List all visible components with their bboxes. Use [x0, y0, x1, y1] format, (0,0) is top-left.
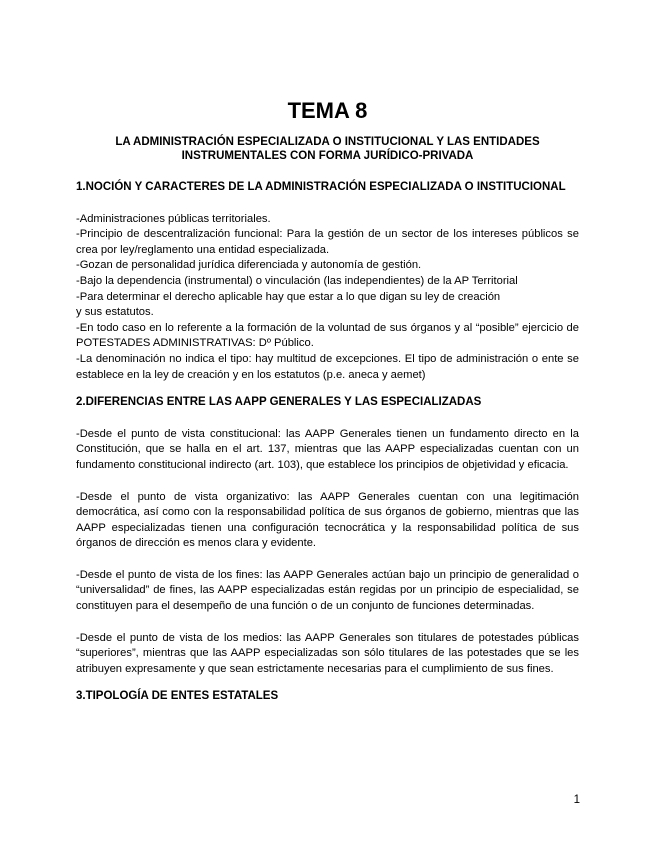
- paragraph: -Desde el punto de vista organizativo: las AAPP Generales cuentan con una legitimación democrática, así como con la responsabilidad política de sus órganos de gobierno, mientras que las AAPP especializadas tienen una configuración tecnocrática y la responsabilidad política de sus órganos de dirección es menos clara y evidente.: [76, 490, 579, 550]
- list-item: y sus estatutos.: [76, 306, 154, 319]
- paragraph: -Desde el punto de vista de los medios: las AAPP Generales son titulares de potestades públicas “superiores”, mientras que las AAPP especializadas son sólo titulares de las potestades que se les atribuyen expresamente y que sean estrictamente necesarias para el cumplimiento de sus fines.: [76, 631, 579, 675]
- list-item: -Para determinar el derecho aplicable hay que estar a lo que digan su ley de creación: [76, 290, 501, 303]
- list-item: -Bajo la dependencia (instrumental) o vinculación (las independientes) de la AP Territorial: [76, 274, 518, 287]
- subtitle-line: INSTRUMENTALES CON FORMA JURÍDICO-PRIVADA: [181, 150, 474, 162]
- page-subtitle: [76, 135, 579, 163]
- list-item: -En todo caso en lo referente a la formación de la voluntad de sus órganos y al “posible” ejercicio de POTESTADES ADMINISTRATIVAS: Dº Público.: [76, 321, 579, 350]
- subtitle-line: LA ADMINISTRACIÓN ESPECIALIZADA O INSTITUCIONAL Y LAS ENTIDADES: [115, 136, 540, 148]
- section-2-heading: 2.DIFERENCIAS ENTRE LAS AAPP GENERALES Y LAS ESPECIALIZADAS: [76, 396, 482, 409]
- section-1-heading: 1.NOCIÓN Y CARACTERES DE LA ADMINISTRACIÓN ESPECIALIZADA O INSTITUCIONAL: [76, 181, 566, 193]
- paragraph: -Desde el punto de vista de los fines: las AAPP Generales actúan bajo un principio de generalidad o “universalidad” de fines, las AAPP especializadas están regidas por un principio de especialidad, se constituyen para el desempeño de una función o de un conjunto de funciones determinadas.: [76, 568, 579, 613]
- list-item: -Gozan de personalidad jurídica diferenciada y autonomía de gestión.: [76, 259, 422, 272]
- document-body: [76, 180, 579, 705]
- list-item: -Principio de descentralización funcional: Para la gestión de un sector de los intereses públicos se crea por ley/reglamento una entidad especializada.: [76, 228, 579, 256]
- paragraph: -Desde el punto de vista constitucional: las AAPP Generales tienen un fundamento directo en la Constitución, que se halla en el art. 137, mientras que las AAPP especializadas cuentan con un fundamento constitucional indirecto (art. 103), que establece los principios de objetividad y eficacia.: [76, 427, 579, 471]
- list-item: -La denominación no indica el tipo: hay multitud de excepciones. El tipo de administración o ente se establece en la ley de creación y en los estatutos (p.e. aneca y aemet): [76, 352, 579, 381]
- list-item: -Administraciones públicas territoriales.: [76, 212, 271, 225]
- page-title: TEMA 8: [287, 98, 368, 123]
- section-3-heading: 3.TIPOLOGÍA DE ENTES ESTATALES: [76, 690, 279, 703]
- page-number: 1: [573, 794, 580, 806]
